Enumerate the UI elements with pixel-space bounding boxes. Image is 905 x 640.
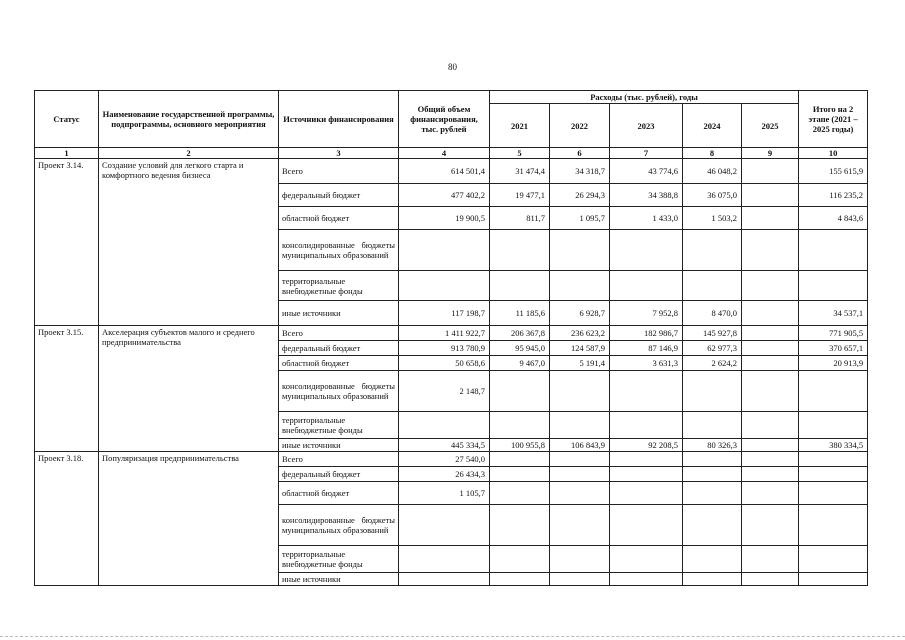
amount-cell: 2 624,2	[683, 356, 742, 371]
amount-cell	[610, 230, 683, 271]
amount-cell	[490, 412, 550, 439]
amount-cell	[490, 452, 550, 467]
amount-cell: 87 146,9	[610, 341, 683, 356]
amount-cell	[399, 573, 490, 586]
amount-cell	[799, 546, 868, 573]
amount-cell: 811,7	[490, 207, 550, 230]
amount-cell	[550, 482, 610, 505]
amount-cell	[742, 184, 799, 207]
header-year: 2024	[683, 104, 742, 148]
col-number: 6	[550, 148, 610, 159]
project-name: Акселерация субъектов малого и среднего предпринимательства	[99, 326, 279, 452]
amount-cell	[742, 371, 799, 412]
amount-cell	[490, 371, 550, 412]
table-row	[35, 326, 868, 341]
header-year: 2022	[550, 104, 610, 148]
amount-cell	[399, 271, 490, 301]
amount-cell	[799, 371, 868, 412]
header-stage-total: Итого на 2 этапе (2021 – 2025 годы)	[799, 91, 868, 148]
amount-cell	[742, 439, 799, 452]
header-year: 2023	[610, 104, 683, 148]
financing-source: консолидированные бюджеты муниципальных образований	[279, 230, 399, 271]
amount-cell: 1 095,7	[550, 207, 610, 230]
col-number: 2	[99, 148, 279, 159]
amount-cell	[742, 301, 799, 326]
amount-cell: 3 631,3	[610, 356, 683, 371]
col-number: 7	[610, 148, 683, 159]
amount-cell	[399, 505, 490, 546]
amount-cell	[742, 505, 799, 546]
amount-cell: 9 467,0	[490, 356, 550, 371]
col-number: 5	[490, 148, 550, 159]
amount-cell	[742, 230, 799, 271]
amount-cell: 27 540,0	[399, 452, 490, 467]
header-year: 2025	[742, 104, 799, 148]
amount-cell	[610, 371, 683, 412]
amount-cell: 19 900,5	[399, 207, 490, 230]
amount-cell	[799, 452, 868, 467]
amount-cell: 477 402,2	[399, 184, 490, 207]
project-name: Создание условий для легкого старта и комфортного ведения бизнеса	[99, 159, 279, 326]
amount-cell	[610, 482, 683, 505]
financing-source: территориальные внебюджетные фонды	[279, 271, 399, 301]
financing-source: иные источники	[279, 439, 399, 452]
amount-cell: 11 185,6	[490, 301, 550, 326]
amount-cell: 43 774,6	[610, 159, 683, 184]
amount-cell: 370 657,1	[799, 341, 868, 356]
amount-cell	[799, 271, 868, 301]
table-body	[35, 159, 868, 586]
col-number: 8	[683, 148, 742, 159]
amount-cell: 116 235,2	[799, 184, 868, 207]
project-status: Проект 3.18.	[35, 452, 99, 586]
amount-cell: 106 843,9	[550, 439, 610, 452]
header-total-volume: Общий объем финансирования, тыс. рублей	[399, 91, 490, 148]
amount-cell	[490, 505, 550, 546]
amount-cell	[742, 207, 799, 230]
amount-cell: 771 905,5	[799, 326, 868, 341]
amount-cell	[399, 412, 490, 439]
table-row	[35, 452, 868, 467]
amount-cell	[550, 573, 610, 586]
amount-cell	[683, 482, 742, 505]
amount-cell: 182 986,7	[610, 326, 683, 341]
amount-cell: 7 952,8	[610, 301, 683, 326]
amount-cell	[610, 271, 683, 301]
amount-cell	[490, 467, 550, 482]
financing-source: областной бюджет	[279, 207, 399, 230]
amount-cell: 50 658,6	[399, 356, 490, 371]
amount-cell	[683, 546, 742, 573]
financing-source: консолидированные бюджеты муниципальных образований	[279, 505, 399, 546]
amount-cell	[799, 573, 868, 586]
amount-cell: 31 474,4	[490, 159, 550, 184]
amount-cell: 19 477,1	[490, 184, 550, 207]
amount-cell	[683, 371, 742, 412]
amount-cell: 46 048,2	[683, 159, 742, 184]
amount-cell	[683, 573, 742, 586]
financing-source: Всего	[279, 326, 399, 341]
amount-cell	[742, 573, 799, 586]
amount-cell	[550, 452, 610, 467]
col-number: 3	[279, 148, 399, 159]
amount-cell	[610, 546, 683, 573]
amount-cell	[799, 230, 868, 271]
table-row	[35, 159, 868, 184]
col-number: 4	[399, 148, 490, 159]
financing-source: консолидированные бюджеты муниципальных образований	[279, 371, 399, 412]
amount-cell: 1 503,2	[683, 207, 742, 230]
header-sources: Источники финансирования	[279, 91, 399, 148]
amount-cell: 6 928,7	[550, 301, 610, 326]
amount-cell	[550, 546, 610, 573]
amount-cell: 92 208,5	[610, 439, 683, 452]
amount-cell	[742, 482, 799, 505]
header-status: Статус	[35, 91, 99, 148]
amount-cell	[550, 467, 610, 482]
amount-cell: 62 977,3	[683, 341, 742, 356]
amount-cell	[683, 271, 742, 301]
page-number: 80	[448, 62, 457, 72]
amount-cell	[490, 546, 550, 573]
amount-cell: 117 198,7	[399, 301, 490, 326]
project-name: Популяризация предпринимательства	[99, 452, 279, 586]
amount-cell: 124 587,9	[550, 341, 610, 356]
amount-cell: 2 148,7	[399, 371, 490, 412]
financing-source: иные источники	[279, 573, 399, 586]
amount-cell	[683, 412, 742, 439]
amount-cell	[550, 230, 610, 271]
financing-source: Всего	[279, 452, 399, 467]
amount-cell	[550, 371, 610, 412]
amount-cell: 4 843,6	[799, 207, 868, 230]
amount-cell: 5 191,4	[550, 356, 610, 371]
amount-cell	[742, 452, 799, 467]
amount-cell: 445 334,5	[399, 439, 490, 452]
amount-cell: 236 623,2	[550, 326, 610, 341]
page-edge-line	[0, 636, 905, 638]
amount-cell: 26 434,3	[399, 467, 490, 482]
amount-cell	[610, 573, 683, 586]
financing-source: территориальные внебюджетные фонды	[279, 412, 399, 439]
amount-cell	[610, 452, 683, 467]
amount-cell: 614 501,4	[399, 159, 490, 184]
financing-source: областной бюджет	[279, 482, 399, 505]
amount-cell: 34 388,8	[610, 184, 683, 207]
amount-cell	[490, 271, 550, 301]
amount-cell	[742, 356, 799, 371]
amount-cell: 1 433,0	[610, 207, 683, 230]
amount-cell	[399, 546, 490, 573]
col-number: 1	[35, 148, 99, 159]
project-status: Проект 3.14.	[35, 159, 99, 326]
amount-cell: 155 615,9	[799, 159, 868, 184]
amount-cell	[799, 482, 868, 505]
amount-cell	[683, 467, 742, 482]
amount-cell: 34 318,7	[550, 159, 610, 184]
amount-cell: 26 294,3	[550, 184, 610, 207]
header-expenses: Расходы (тыс. рублей), годы	[490, 91, 799, 104]
amount-cell	[742, 326, 799, 341]
amount-cell: 36 075,0	[683, 184, 742, 207]
amount-cell	[683, 452, 742, 467]
financing-source: областной бюджет	[279, 356, 399, 371]
financing-source: федеральный бюджет	[279, 341, 399, 356]
amount-cell	[742, 271, 799, 301]
amount-cell	[610, 505, 683, 546]
amount-cell	[683, 230, 742, 271]
col-number: 9	[742, 148, 799, 159]
amount-cell: 100 955,8	[490, 439, 550, 452]
amount-cell: 95 945,0	[490, 341, 550, 356]
amount-cell	[490, 573, 550, 586]
amount-cell: 380 334,5	[799, 439, 868, 452]
amount-cell	[550, 505, 610, 546]
amount-cell: 20 913,9	[799, 356, 868, 371]
amount-cell	[799, 412, 868, 439]
header-name: Наименование государственной программы, подпрограммы, основного мероприятия	[99, 91, 279, 148]
amount-cell	[550, 271, 610, 301]
amount-cell	[490, 230, 550, 271]
amount-cell: 206 367,8	[490, 326, 550, 341]
financing-source: иные источники	[279, 301, 399, 326]
financing-table	[34, 90, 868, 586]
financing-source: федеральный бюджет	[279, 467, 399, 482]
amount-cell	[742, 546, 799, 573]
amount-cell	[742, 467, 799, 482]
amount-cell	[610, 467, 683, 482]
amount-cell: 913 780,9	[399, 341, 490, 356]
amount-cell: 1 411 922,7	[399, 326, 490, 341]
amount-cell	[742, 159, 799, 184]
amount-cell	[610, 412, 683, 439]
project-status: Проект 3.15.	[35, 326, 99, 452]
amount-cell	[742, 341, 799, 356]
amount-cell	[799, 467, 868, 482]
amount-cell	[683, 505, 742, 546]
financing-source: территориальные внебюджетные фонды	[279, 546, 399, 573]
amount-cell	[490, 482, 550, 505]
amount-cell	[399, 230, 490, 271]
header-year: 2021	[490, 104, 550, 148]
amount-cell: 80 326,3	[683, 439, 742, 452]
amount-cell: 1 105,7	[399, 482, 490, 505]
amount-cell: 34 537,1	[799, 301, 868, 326]
amount-cell: 8 470,0	[683, 301, 742, 326]
amount-cell	[742, 412, 799, 439]
financing-source: Всего	[279, 159, 399, 184]
amount-cell	[799, 505, 868, 546]
financing-source: федеральный бюджет	[279, 184, 399, 207]
amount-cell: 145 927,8	[683, 326, 742, 341]
amount-cell	[550, 412, 610, 439]
col-number: 10	[799, 148, 868, 159]
